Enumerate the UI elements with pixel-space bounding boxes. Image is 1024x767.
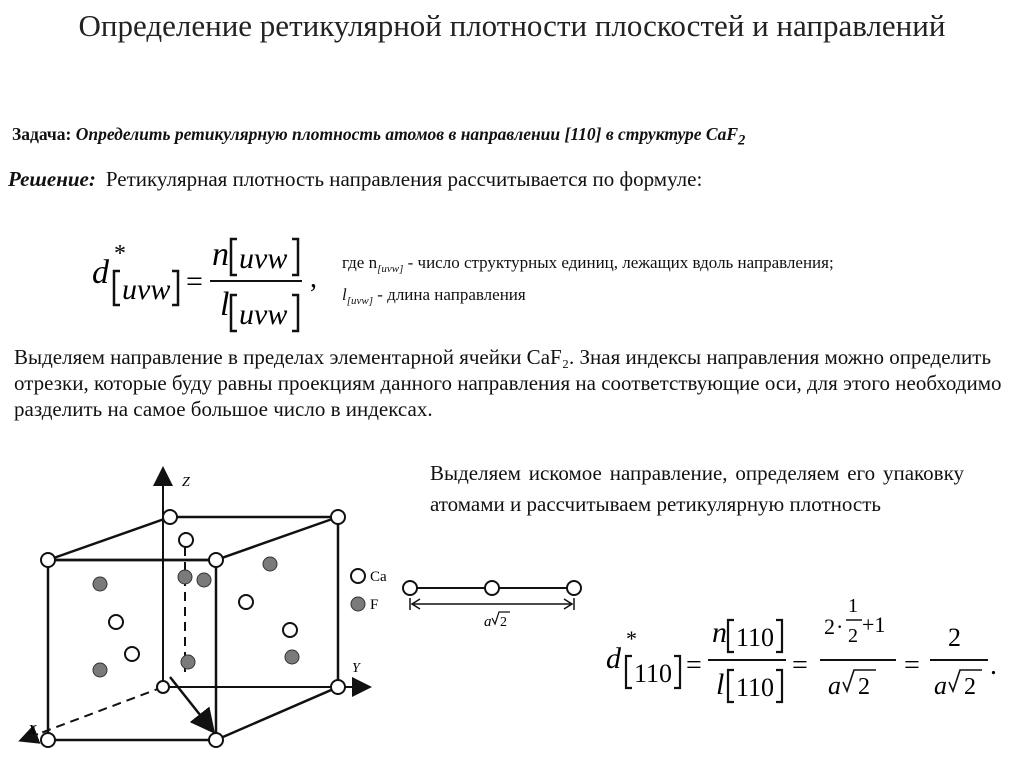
axis-z-label: Z: [182, 475, 190, 490]
formula1-n-left-bracket: [231, 239, 237, 275]
formula2-eq-3: =: [904, 650, 920, 681]
formula2-half-num: 1: [848, 595, 858, 617]
formula1-l: l: [220, 286, 230, 323]
formula1-n: n: [212, 236, 229, 273]
explanation-n-text: - число структурных единиц, лежащих вдоль направления;: [403, 253, 834, 272]
formula1-d: d: [92, 254, 109, 291]
explanation-line-1: [342, 250, 834, 282]
legend-f-marker: [351, 597, 365, 611]
formula2-result-num: 2: [948, 623, 961, 652]
formula2-a-1: a: [828, 671, 841, 700]
solution-line: [8, 167, 702, 192]
formula1-right-bracket: [172, 271, 178, 305]
task-subscript: 2: [738, 132, 746, 149]
formula2-eq-2: =: [792, 650, 808, 681]
formula1-star: *: [114, 241, 126, 267]
right-face: [216, 517, 338, 740]
unit-cell-figure: [0, 462, 400, 767]
f-atoms: [93, 557, 299, 677]
solution-label: Решение:: [8, 167, 96, 191]
page-title: Определение ретикулярной плотности плоскостей и направлений: [78, 8, 946, 43]
chain-length-sqrt: 2: [500, 615, 507, 630]
formula2-two: 2: [824, 614, 835, 639]
formula2-half-den: 2: [848, 625, 858, 647]
chain-atom-2: [485, 581, 499, 595]
chain-length-a: a: [484, 614, 492, 630]
direction-110-arrow: [170, 677, 212, 730]
formula1-comma: ,: [310, 263, 317, 294]
formula1-left-bracket: [114, 271, 120, 305]
formula2-n: n: [712, 616, 727, 649]
formula2-sqrt-2: 2: [964, 674, 976, 700]
formula-110: [600, 590, 1005, 705]
formula-explanation: [342, 250, 834, 314]
task-label: Задача:: [12, 124, 72, 144]
formula2-d: d: [606, 642, 621, 675]
formula2-eq-1: =: [686, 650, 702, 681]
chain-atom-1: [403, 581, 417, 595]
solution-text: Ретикулярная плотность направления рассчитывается по формуле:: [105, 167, 703, 191]
formula2-star: *: [626, 626, 637, 651]
formula1-n-right-bracket: [292, 239, 298, 275]
direction-paragraph: Выделяем искомое направление, определяем его упаковку атомами и рассчитываем ретикулярную плотность: [430, 461, 964, 516]
formula2-plus-one: +1: [862, 612, 886, 637]
explanation-paragraph: Выделяем направление в пределах элементарной ячейки CaF₂. Зная индексы направления можно определить отрезки, которые буду равны проекциям данного направления на соответствующие оси, для этого необходимо разделить на самое большое число в индексах.: [14, 345, 1002, 421]
formula2-sqrt-1: 2: [858, 674, 870, 700]
task-statement: [12, 124, 745, 150]
formula1-l-index: uvw: [239, 298, 288, 331]
formula2-period: .: [990, 650, 997, 681]
explanation-l-text: - длина направления: [373, 285, 526, 304]
formula1-equals: =: [186, 265, 203, 298]
formula2-n-index: 110: [736, 623, 775, 652]
explanation-n-subscript: [uvw]: [377, 263, 404, 275]
explanation-l-symbol: l: [342, 285, 347, 304]
axis-x-label: X: [28, 723, 37, 738]
explanation-n-symbol: где n: [342, 253, 378, 272]
formula2-dot: ·: [836, 614, 844, 639]
formula2-l: l: [716, 668, 725, 701]
formula2-l-index: 110: [736, 673, 775, 702]
formula1-l-left-bracket: [231, 295, 237, 331]
formula1-index: uvw: [122, 273, 171, 306]
x-axis-hidden: [38, 687, 163, 734]
formula1-n-index: uvw: [239, 242, 288, 275]
axis-y-label: Y: [352, 661, 360, 676]
task-text: Определить ретикулярную плотность атомов в направлении [110] в структуре CaF: [75, 124, 739, 144]
formula1-l-right-bracket: [292, 295, 298, 331]
legend-f-label: F: [370, 597, 379, 613]
chain-atom-3: [567, 581, 581, 595]
atom-chain-figure: [398, 568, 588, 634]
formula2-index: 110: [634, 659, 673, 688]
explanation-line-2: [342, 282, 834, 314]
legend-ca-marker: [351, 569, 365, 583]
legend-ca-label: Ca: [370, 569, 387, 585]
formula-general: [92, 225, 332, 335]
formula2-a-2: a: [934, 671, 947, 700]
explanation-l-subscript: [uvw]: [346, 295, 374, 307]
